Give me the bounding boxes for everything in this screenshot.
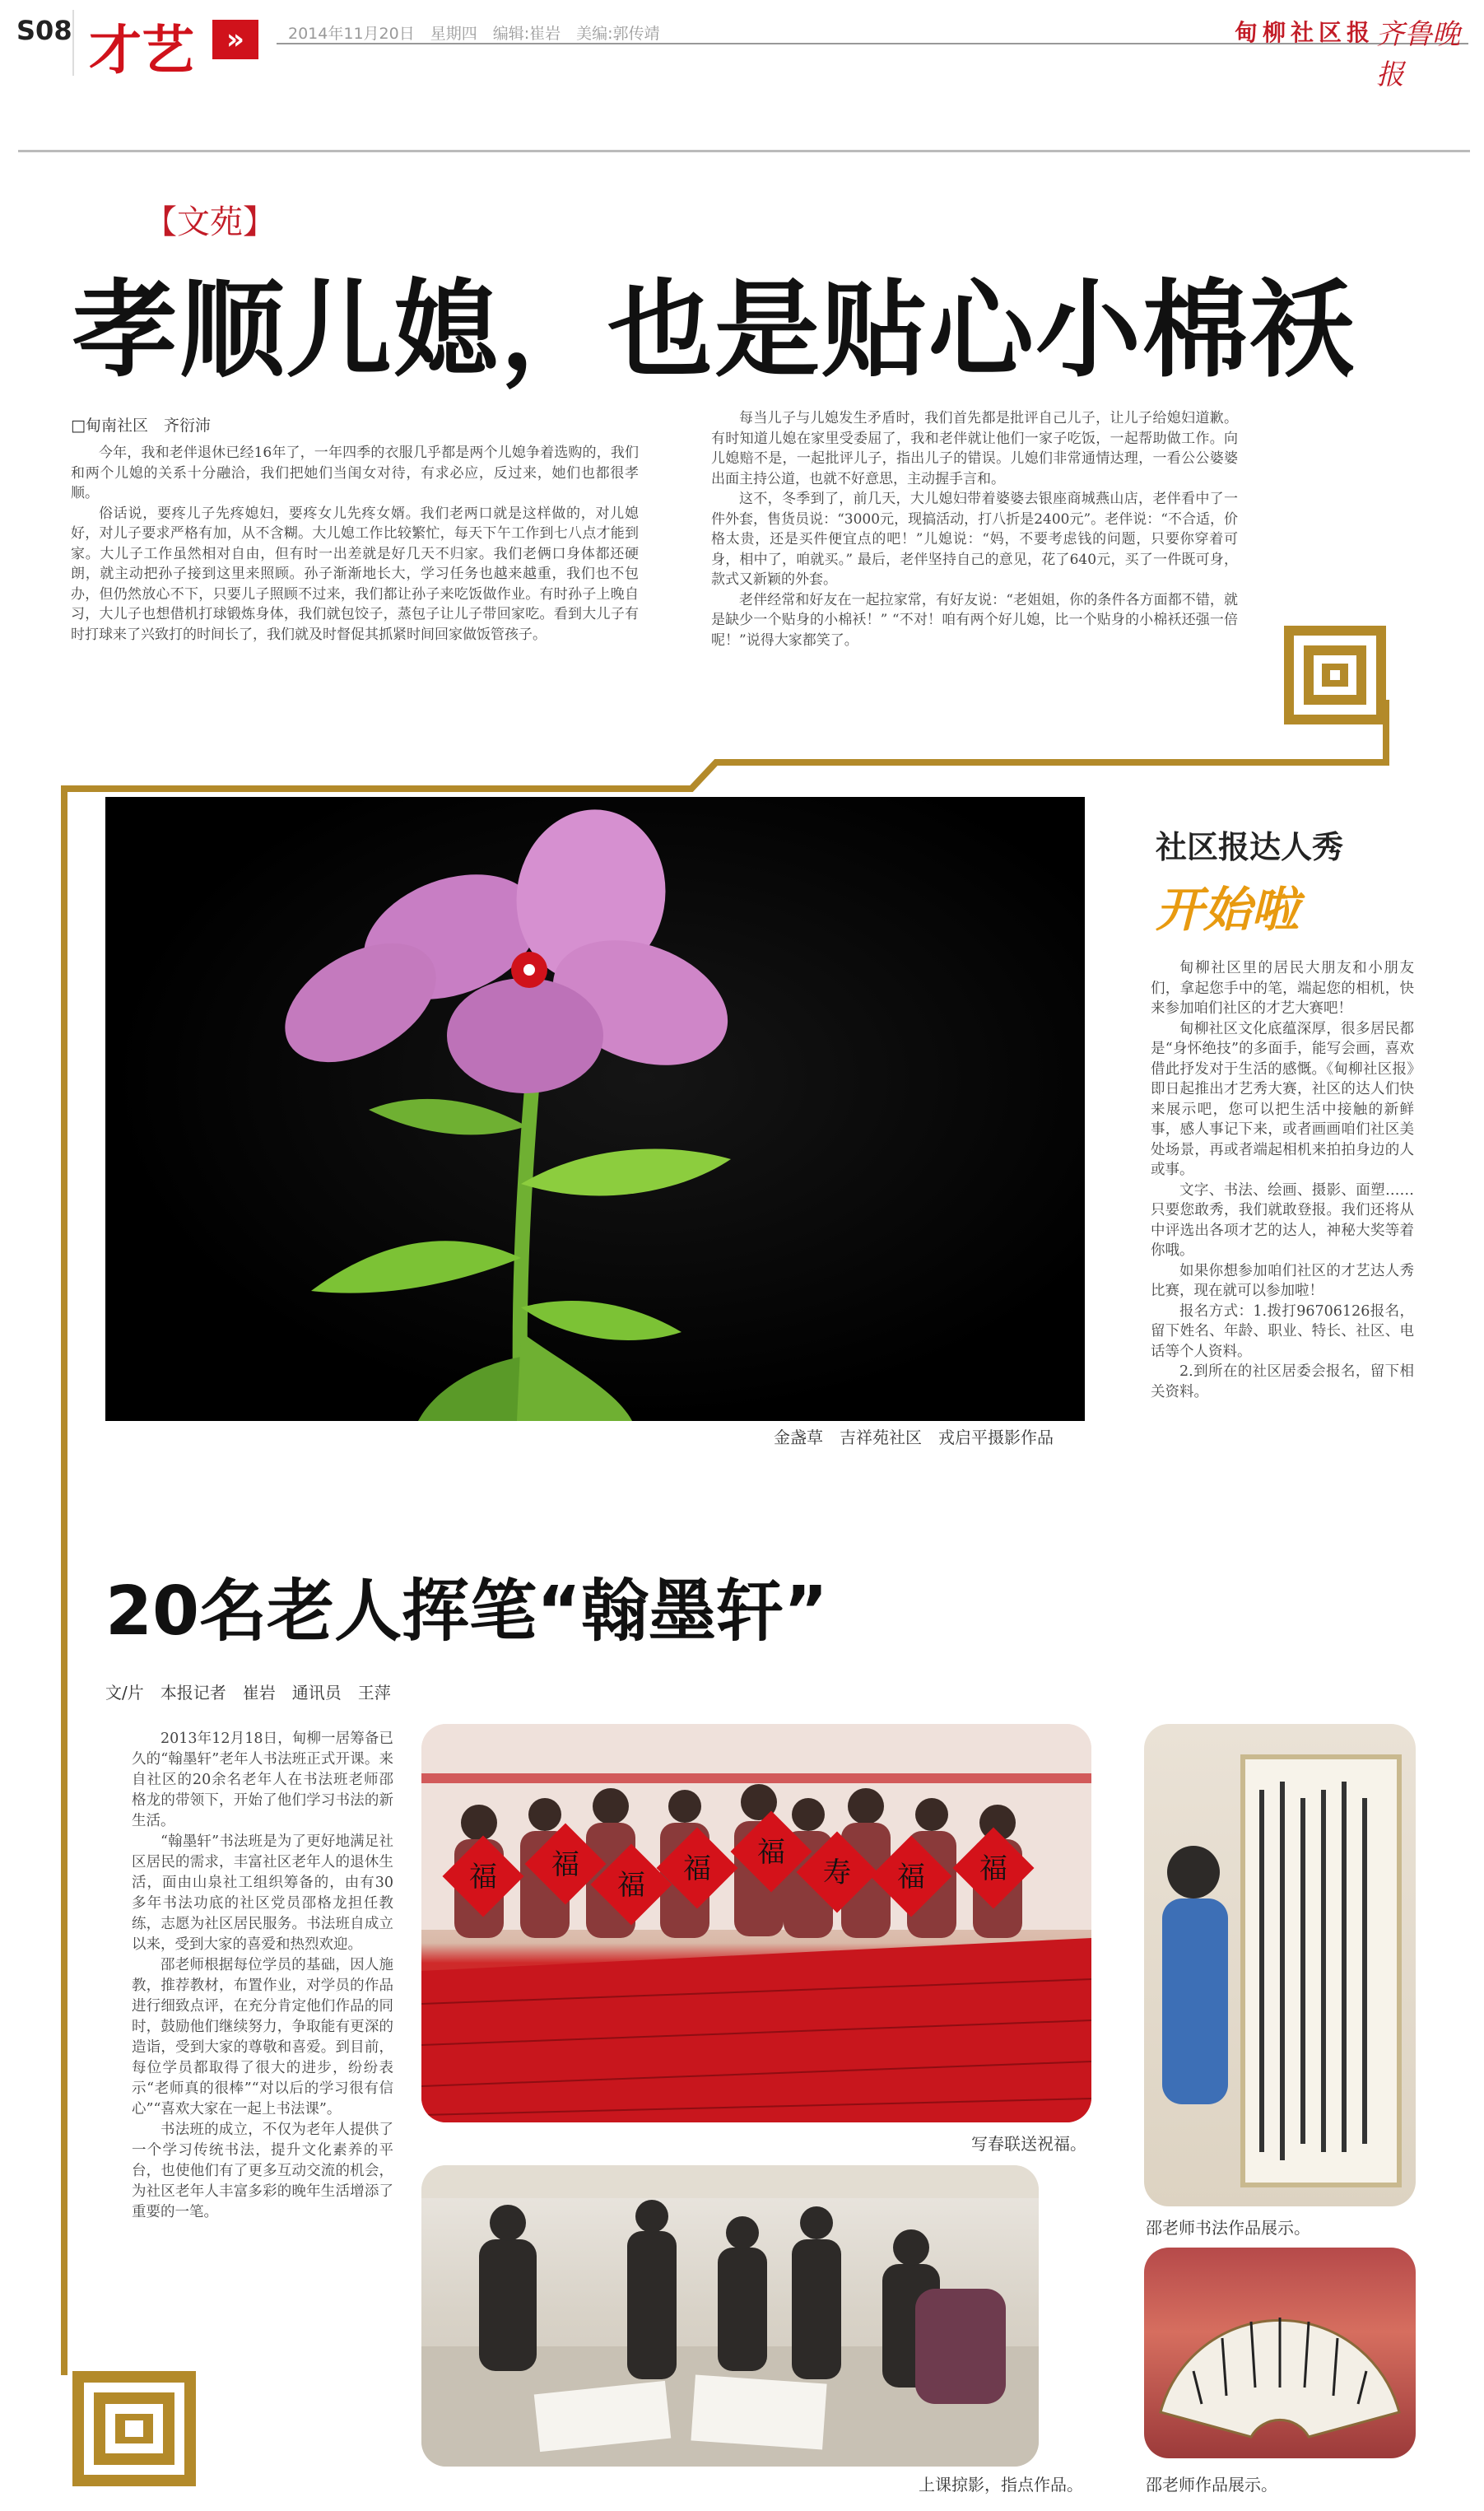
class-photo bbox=[421, 2165, 1039, 2467]
greek-key-ornament-top bbox=[1284, 626, 1386, 724]
paragraph: 邵老师根据每位学员的基础，因人施教，推荐教材，布置作业，对学员的作品进行细致点评，在充分肯定他们作品的同时，鼓励他们继续努力，争取能有更深的造诣，受到大家的尊敬和喜爱。到目前，每位学员都取得了很大的进步，纷纷表示“老师真的很棒”“对以后的学习很有信心”“喜欢大家在一起上书法课”。 bbox=[132, 1957, 393, 2117]
fu-character: 福 bbox=[617, 1869, 645, 1902]
sidebar-title: 社区报达人秀 bbox=[1156, 829, 1344, 865]
photo-caption: 金盏草 吉祥苑社区 戎启平摄影作品 bbox=[774, 1428, 1054, 1447]
article-byline: □甸南社区 齐衍沛 bbox=[71, 417, 211, 435]
paragraph: 报名方式：1.拨打96706126报名，留下姓名、年龄、职业、特长、社区、电话等个人资料。 bbox=[1151, 1302, 1414, 1360]
page-number: S08 bbox=[16, 15, 72, 46]
fu-character: 福 bbox=[757, 1836, 785, 1869]
sidebar-subtitle: 开始啦 bbox=[1156, 882, 1300, 938]
calligraphy-fan-photo bbox=[1144, 2248, 1416, 2458]
sidebar-body bbox=[1151, 958, 1414, 1402]
article-body bbox=[132, 1729, 393, 2223]
paragraph: 如果你想参加咱们社区的才艺达人秀比赛，现在就可以参加啦！ bbox=[1151, 1262, 1414, 1299]
issue-meta: 2014年11月20日 星期四 编辑:崔岩 美编:郭传靖 bbox=[288, 25, 660, 43]
article-category: 【文苑】 bbox=[144, 203, 276, 241]
paragraph: 2.到所在的社区居委会报名，留下相关资料。 bbox=[1151, 1363, 1414, 1400]
paragraph: 每当儿子与儿媳发生矛盾时，我们首先都是批评自己儿子，让儿子给媳妇道歉。有时知道儿媳在家里受委屈了，我和老伴就让他们一家子吃饭，一起帮助做工作。向儿媳赔不是，一起批评儿子，指出儿子的错误。儿媳们非常通情达理，一看公公婆婆出面主持公道，也就不好意思，主动握手言和。 bbox=[711, 410, 1238, 487]
photo-caption: 写春联送祝福。 bbox=[971, 2134, 1086, 2154]
paragraph: 文字、书法、绘画、摄影、面塑……只要您敢秀，我们就敢登报。我们还将从中评选出各项才艺的达人，神秘大奖等着你哦。 bbox=[1151, 1181, 1414, 1259]
paragraph: 甸柳社区里的居民大朋友和小朋友们，拿起您手中的笔，端起您的相机，快来参加咱们社区的才艺大赛吧！ bbox=[1151, 960, 1414, 1017]
paragraph: “翰墨轩”书法班是为了更好地满足社区居民的需求，丰富社区老年人的退休生活，面由山泉社工组织筹备的，由有30多年书法功底的社区党员邵格龙担任教练，志愿为社区居民服务。书法班自成立以来，受到大家的喜爱和热烈欢迎。 bbox=[132, 1833, 393, 1953]
article-title: 20名老人挥笔“翰墨轩” bbox=[105, 1572, 828, 1651]
photo-caption: 上课掠影，指点作品。 bbox=[919, 2475, 1083, 2495]
paper-logo: 齐鲁晚报 bbox=[1376, 18, 1460, 91]
paragraph: 这不，冬季到了，前几天，大儿媳妇带着婆婆去银座商城燕山店，老伴看中了一件外套，售货员说：“3000元，现搞活动，打八折是2400元”。老伴说：“不合适，价格太贵，还是买件便宜点的吧！”儿媳说：“妈，不要考虑钱的问题，只要你穿着可身，相中了，咱就买。” 最后，老伴坚持自己的意见，花了640元，买了一件既可身，款式又新颖的外套。 bbox=[711, 491, 1238, 588]
couplets-photo bbox=[421, 1724, 1091, 2122]
greek-key-ornament-bottom bbox=[72, 2371, 196, 2486]
paragraph: 老伴经常和好友在一起拉家常，有好友说：“老姐姐，你的条件各方面都不错，就是缺少一个贴身的小棉袄！” “不对！咱有两个好儿媳，比一个贴身的小棉袄还强一倍呢！”说得大家都笑了。 bbox=[711, 591, 1238, 649]
fu-character: 寿 bbox=[823, 1856, 851, 1889]
photo-caption: 邵老师书法作品展示。 bbox=[1146, 2218, 1310, 2238]
article-byline: 文/片 本报记者 崔岩 通讯员 王萍 bbox=[105, 1683, 391, 1703]
paragraph: 书法班的成立，不仅为老年人提供了一个学习传统书法，提升文化素养的平台，也使他们有了更多互动交流的机会，为社区老年人丰富多彩的晚年生活增添了重要的一笔。 bbox=[132, 2122, 393, 2220]
paragraph: 今年，我和老伴退休已经16年了，一年四季的衣服几乎都是两个儿媳争着选购的，我们和两个儿媳的关系十分融洽，我们把她们当闺女对待，有求必应，反过来，她们也都很孝顺。 bbox=[71, 445, 639, 501]
fu-character: 福 bbox=[979, 1852, 1007, 1885]
paper-name: 甸柳社区报 bbox=[1235, 19, 1375, 46]
flower-photo bbox=[105, 797, 1085, 1421]
fu-character: 福 bbox=[551, 1848, 579, 1881]
paragraph: 俗话说，要疼儿子先疼媳妇，要疼女儿先疼女婿。我们老两口就是这样做的，对儿媳好，对儿子要求严格有加，从不含糊。大儿媳工作比较繁忙，每天下午工作到七八点才能到家。大儿子工作虽然相对自由，但有时一出差就是好几天不归家。我们老俩口身体都还硬朗，就主动把孙子接到这里来照顾。孙子渐渐地长大，学习任务也越来越重，我们也不包办，但仍然放心不下，只要儿子照顾不过来，我们都让孙子来吃饭做作业。有时孙子上晚自习，大儿子也想借机打球锻炼身体，我们就包饺子，蒸包子让儿子带回家吃。看到大儿子有时打球来了兴致打的时间长了，我们就及时督促其抓紧时间回家做饭管孩子。 bbox=[71, 505, 639, 643]
article-title: 孝顺儿媳，也是贴心小棉袄 bbox=[72, 269, 1357, 392]
photo-caption: 邵老师作品展示。 bbox=[1146, 2475, 1277, 2495]
fu-character: 福 bbox=[683, 1852, 711, 1885]
paragraph: 甸柳社区文化底蕴深厚，很多居民都是“身怀绝技”的多面手，能写会画，喜欢借此抒发对于生活的感慨。《甸柳社区报》即日起推出才艺秀大赛，社区的达人们快来展示吧，您可以把生活中接触的新鲜事，感人事记下来，或者画画咱们社区美处场景，再或者端起相机来拍拍身边的人或事。 bbox=[1151, 1020, 1414, 1178]
section-title: 才艺 bbox=[89, 21, 194, 82]
paragraph: 2013年12月18日，甸柳一居筹备已久的“翰墨轩”老年人书法班正式开课。来自社区的20余名老年人在书法班老师邵格龙的带领下，开始了他们学习书法的新生活。 bbox=[132, 1731, 393, 1829]
calligraphy-scroll-photo bbox=[1144, 1724, 1416, 2206]
fu-character: 福 bbox=[897, 1861, 925, 1894]
chevron-right-icon: » bbox=[212, 20, 258, 59]
fu-character: 福 bbox=[469, 1861, 497, 1894]
